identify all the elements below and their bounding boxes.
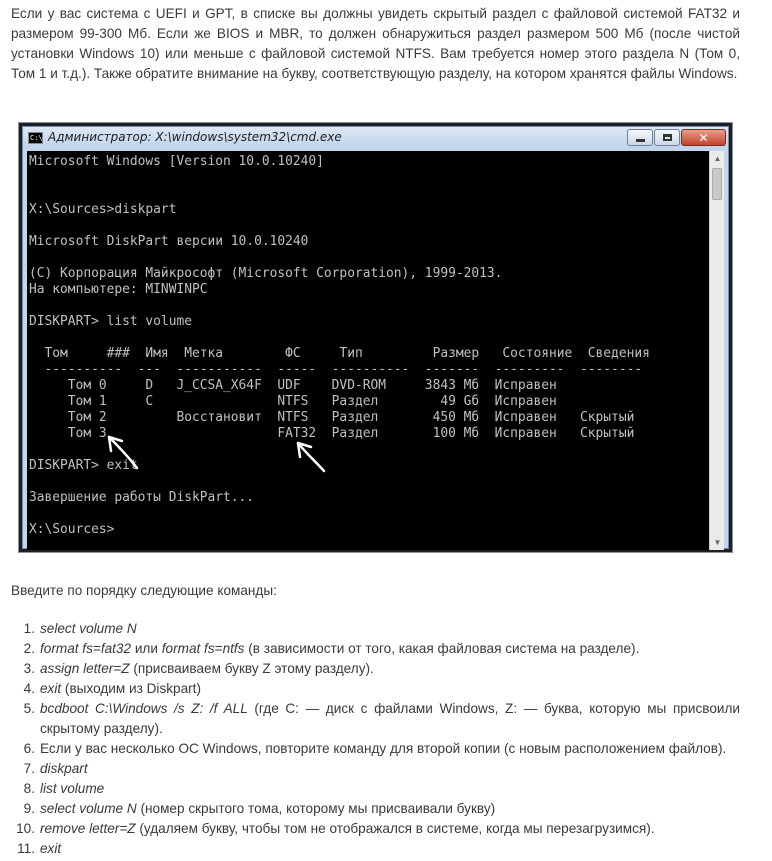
maximize-icon [663,134,672,141]
vertical-scrollbar[interactable] [709,151,724,550]
command-text: list volume [40,781,105,796]
list-item: 2. format fs=fat32 или format fs=ntfs (в зависимости от того, какая файловая система на разделе). [23,641,640,656]
list-item: 9. select volume N (номер скрытого тома, которому мы присваивали букву) [23,801,496,816]
maximize-button[interactable] [654,129,680,146]
cmd-screenshot [18,122,733,553]
list-item: 11. exit [17,841,62,856]
minimize-button[interactable] [627,129,653,146]
list-item: 6. Если у вас несколько ОС Windows, повторите команду для второй копии (с новым расположением файлов). [23,741,727,756]
command-text: format fs=fat32 [40,641,132,656]
intro-paragraph: Если у вас система с UEFI и GPT, в списке вы должны увидеть скрытый раздел с файловой системой FAT32 и размером 99-300 Мб. Если же BIOS и MBR, то должен обнаружиться раздел размером 500 Мб (после чистой установки Windows 10) или меньше с файловой системой NTFS. Вам требуется номер этого раздела N (Том 0, Том 1 и т.д.). Также обратите внимание на букву, соответствующую разделу, на котором хранятся файлы Windows. [11,6,740,81]
scroll-thumb[interactable] [712,168,722,200]
scroll-up-icon[interactable]: ▲ [713,154,722,163]
list-item: 8. list volume [23,781,105,796]
command-text: bcdboot C:\Windows /s Z: /f ALL [40,701,248,716]
command-text: assign letter=Z [40,661,130,676]
list-item: 5. bcdboot C:\Windows /s Z: /f ALL (где C: — диск с файлами Windows, Z: — буква, которую мы присвоили скрытому разделу). [23,701,741,736]
list-item: 10. remove letter=Z (удаляем букву, чтобы том не отображался в системе, когда мы перезагрузимся). [16,821,655,836]
command-text: remove letter=Z [40,821,136,836]
console-output[interactable] [27,151,709,550]
list-item: 3. assign letter=Z (присваиваем букву Z этому разделу). [23,661,374,676]
command-text: select volume N [40,621,137,636]
minimize-icon [636,139,645,142]
list-item: 1. select volume N [23,621,137,636]
scroll-down-icon[interactable]: ▼ [713,538,722,547]
close-button[interactable] [681,129,726,146]
steps-list [11,619,740,859]
list-item: 4. exit (выходим из Diskpart) [23,681,201,696]
window-title: Администратор: X:\windows\system32\cmd.exe [48,130,342,144]
list-item: 7. diskpart [23,761,88,776]
console-text: Microsoft Windows [Version 10.0.10240] X:\Sources>diskpart Microsoft DiskPart версии 10.0.10240 (C) Корпорация Майкрософт (Microsoft Corporation), 1999-2013. На компьютере: MINWINPC DISKPART> list volume Том ### Имя Метка ФС Тип Размер Состояние Сведения ---------- --- ----------- ----- ---------- ------- --------- -------- Том 0 D J_CCSA_X64F UDF DVD-ROM 3843 Мб Исправен Том 1 C NTFS Раздел 49 Gб Исправен Том 2 Восстановит NTFS Раздел 450 Мб Исправен Скрытый Том 3 FAT32 Раздел 100 Мб Исправен Скрытый DISKPART> exit Завершение работы DiskPart... X:\Sources> [29,154,650,537]
command-text: format fs=ntfs [161,641,245,656]
cmd-icon: C:\ [30,134,43,142]
command-text: exit [40,681,62,696]
command-text: select volume N [40,801,137,816]
command-text: exit [40,841,62,856]
command-text: diskpart [40,761,88,776]
cmd-window [22,126,729,549]
section-heading: Введите по порядку следующие команды: [11,583,277,598]
window-titlebar[interactable] [23,127,728,149]
close-icon: ✕ [698,130,709,145]
